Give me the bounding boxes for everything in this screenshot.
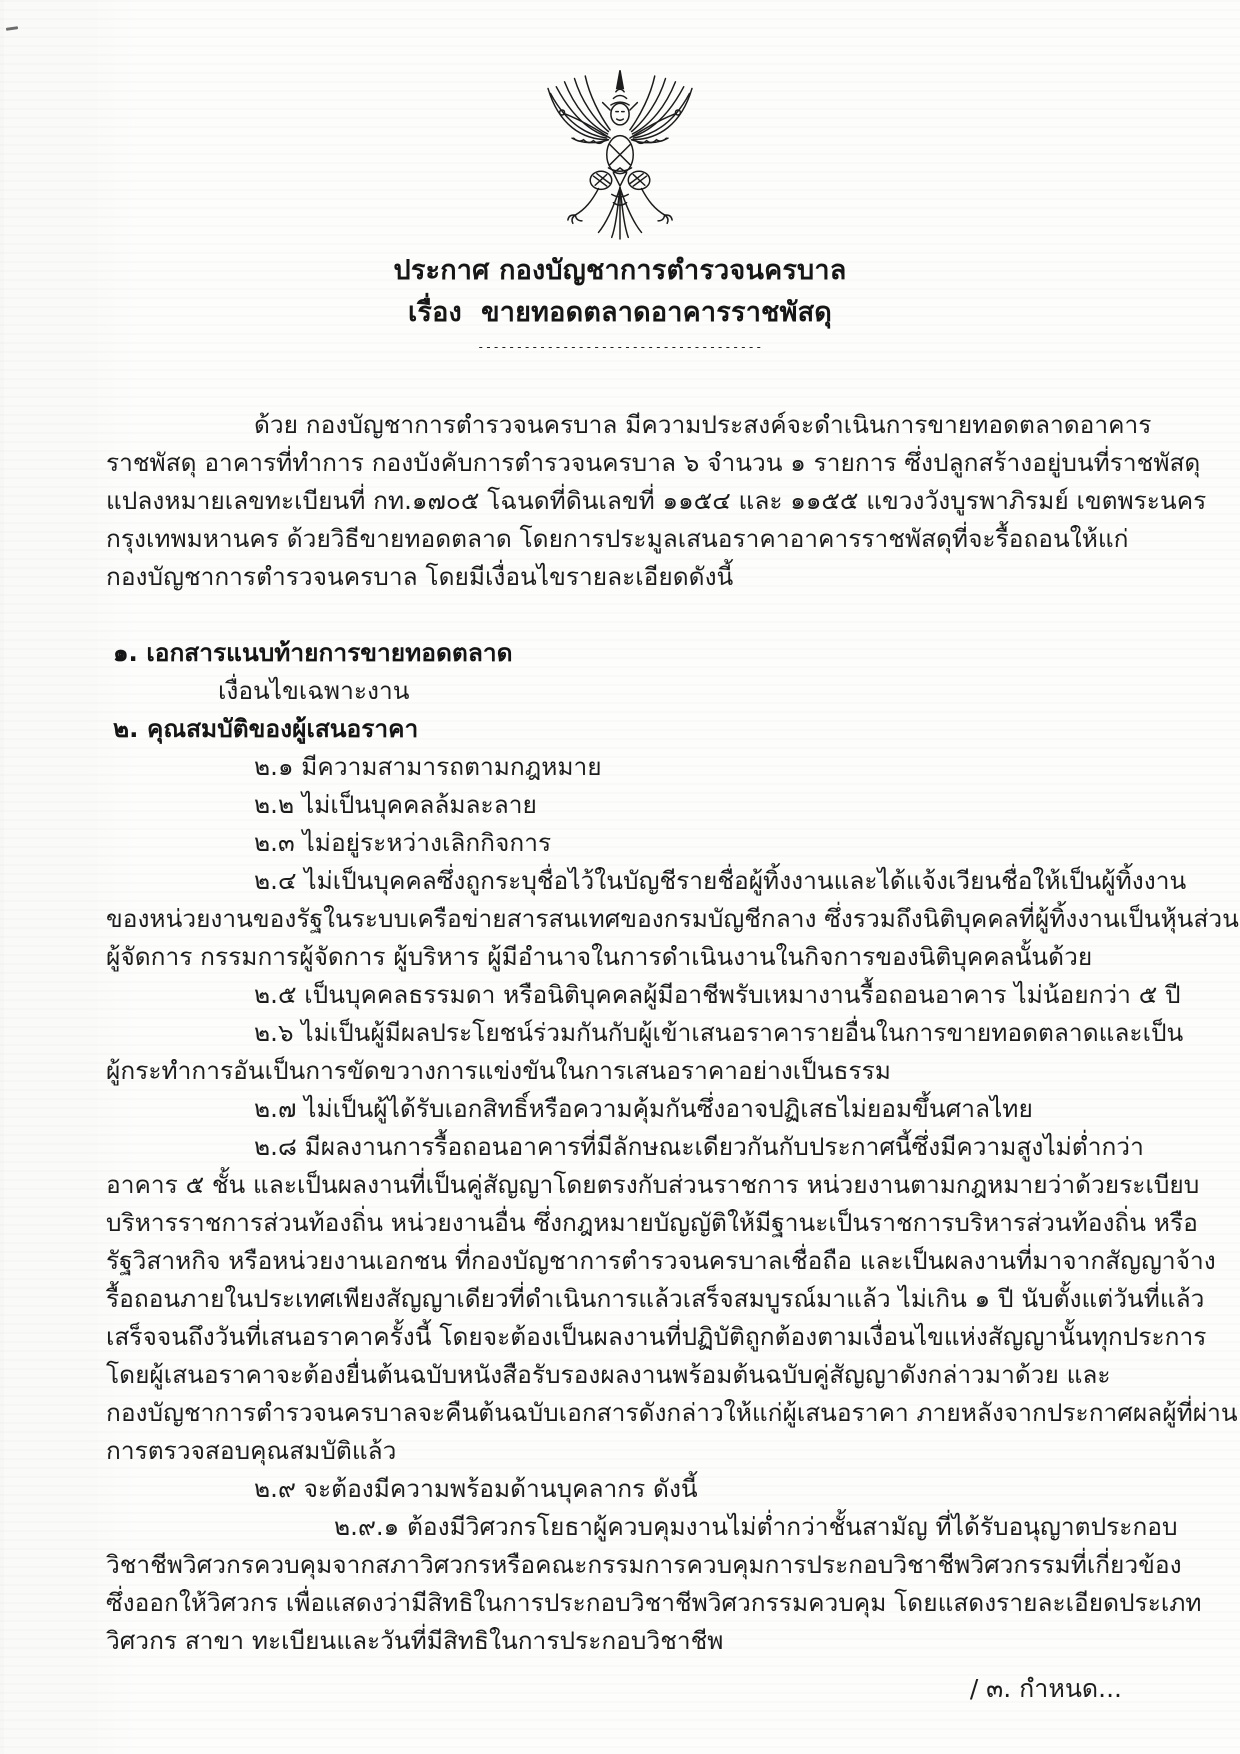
document-line: ๒.๙.๑ ต้องมีวิศวกรโยธาผู้ควบคุมงานไม่ต่ำกว่าชั้นสามัญ ที่ได้รับอนุญาตประกอบ bbox=[334, 1512, 1178, 1541]
continuation-note: / ๓. กำหนด... bbox=[969, 1674, 1122, 1703]
document-line: ซึ่งออกให้วิศวกร เพื่อแสดงว่ามีสิทธิในการประกอบวิชาชีพวิศวกรรมควบคุม โดยแสดงรายละเอียดประเภท bbox=[106, 1588, 1202, 1617]
document-line: ๒.๖ ไม่เป็นผู้มีผลประโยชน์ร่วมกันกับผู้เข้าเสนอราคารายอื่นในการขายทอดตลาดและเป็น bbox=[254, 1018, 1184, 1047]
document-line: ผู้จัดการ กรรมการผู้จัดการ ผู้บริหาร ผู้มีอำนาจในการดำเนินงานในกิจการของนิติบุคคลนั้นด้วย bbox=[106, 942, 1093, 971]
document-line: อาคาร ๕ ชั้น และเป็นผลงานที่เป็นคู่สัญญาโดยตรงกับส่วนราชการ หน่วยงานตามกฎหมายว่าด้วยระเบียบ bbox=[106, 1170, 1200, 1199]
document-line: โดยผู้เสนอราคาจะต้องยื่นต้นฉบับหนังสือรับรองผลงานพร้อมต้นฉบับคู่สัญญาดังกล่าวมาด้วย และ bbox=[106, 1360, 1111, 1389]
document-line: ๑. เอกสารแนบท้ายการขายทอดตลาด bbox=[113, 638, 513, 667]
garuda-emblem-icon bbox=[534, 62, 706, 244]
document-line: แปลงหมายเลขทะเบียนที่ กท.๑๗๐๕ โฉนดที่ดินเลขที่ ๑๑๕๔ และ ๑๑๕๕ แขวงวังบูรพาภิรมย์ เขตพระนคร bbox=[106, 486, 1207, 515]
document-line: กองบัญชาการตำรวจนครบาล โดยมีเงื่อนไขรายละเอียดดังนี้ bbox=[106, 562, 734, 591]
scan-artifact bbox=[6, 26, 18, 31]
document-line: ๒.๘ มีผลงานการรื้อถอนอาคารที่มีลักษณะเดียวกันกับประกาศนี้ซึ่งมีความสูงไม่ต่ำกว่า bbox=[254, 1132, 1144, 1161]
document-line: ผู้กระทำการอันเป็นการขัดขวางการแข่งขันในการเสนอราคาอย่างเป็นธรรม bbox=[106, 1056, 891, 1085]
document-line: ๒.๒ ไม่เป็นบุคคลล้มละลาย bbox=[254, 790, 537, 819]
document-line: ของหน่วยงานของรัฐในระบบเครือข่ายสารสนเทศของกรมบัญชีกลาง ซึ่งรวมถึงนิติบุคคลที่ผู้ทิ้งงานเป็นหุ้นส่วน bbox=[106, 904, 1239, 933]
document-line: ราชพัสดุ อาคารที่ทำการ กองบังคับการตำรวจนครบาล ๖ จำนวน ๑ รายการ ซึ่งปลูกสร้างอยู่บนที่ราชพัสดุ bbox=[106, 448, 1201, 477]
document-line: วิศวกร สาขา ทะเบียนและวันที่มีสิทธิในการประกอบวิชาชีพ bbox=[106, 1626, 724, 1655]
document-line: ๒.๗ ไม่เป็นผู้ได้รับเอกสิทธิ์หรือความคุ้มกันซึ่งอาจปฏิเสธไม่ยอมขึ้นศาลไทย bbox=[254, 1094, 1033, 1123]
document-line: ๒.๑ มีความสามารถตามกฎหมาย bbox=[254, 752, 602, 781]
announcement-title: ประกาศ กองบัญชาการตำรวจนครบาล bbox=[393, 255, 847, 286]
document-line: วิชาชีพวิศวกรควบคุมจากสภาวิศวกรหรือคณะกรรมการควบคุมการประกอบวิชาชีพวิศวกรรมที่เกี่ยวข้อง bbox=[106, 1550, 1182, 1579]
document-line: เสร็จจนถึงวันที่เสนอราคาครั้งนี้ โดยจะต้องเป็นผลงานที่ปฏิบัติถูกต้องตามเงื่อนไขแห่งสัญญานั้นทุกประการ bbox=[106, 1322, 1207, 1351]
document-line: กองบัญชาการตำรวจนครบาลจะคืนต้นฉบับเอกสารดังกล่าวให้แก่ผู้เสนอราคา ภายหลังจากประกาศผลผู้ที่ผ่าน bbox=[106, 1398, 1238, 1427]
document-line: กรุงเทพมหานคร ด้วยวิธีขายทอดตลาด โดยการประมูลเสนอราคาอาคารราชพัสดุที่จะรื้อถอนให้แก่ bbox=[106, 524, 1129, 553]
document-line: ๒.๓ ไม่อยู่ระหว่างเลิกกิจการ bbox=[254, 828, 552, 857]
subject-line: เรื่อง ขายทอดตลาดอาคารราชพัสดุ bbox=[408, 297, 832, 328]
document-line: รัฐวิสาหกิจ หรือหน่วยงานเอกชน ที่กองบัญชาการตำรวจนครบาลเชื่อถือ และเป็นผลงานที่มาจากสัญญาจ้าง bbox=[106, 1246, 1216, 1275]
document-line: รื้อถอนภายในประเทศเพียงสัญญาเดียวที่ดำเนินการแล้วเสร็จสมบูรณ์มาแล้ว ไม่เกิน ๑ ปี นับตั้งแต่วันที่แล้ว bbox=[106, 1284, 1205, 1313]
document-line: ๒.๙ จะต้องมีความพร้อมด้านบุคลากร ดังนี้ bbox=[254, 1474, 698, 1503]
document-line: ด้วย กองบัญชาการตำรวจนครบาล มีความประสงค์จะดำเนินการขายทอดตลาดอาคาร bbox=[254, 410, 1152, 439]
document-line: การตรวจสอบคุณสมบัติแล้ว bbox=[106, 1436, 397, 1465]
document-line: ๒. คุณสมบัติของผู้เสนอราคา bbox=[113, 714, 419, 743]
document-line: บริหารราชการส่วนท้องถิ่น หน่วยงานอื่น ซึ่งกฎหมายบัญญัติให้มีฐานะเป็นราชการบริหารส่วนท้องถิ่น หรือ bbox=[106, 1208, 1198, 1237]
document-line: ๒.๔ ไม่เป็นบุคคลซึ่งถูกระบุชื่อไว้ในบัญชีรายชื่อผู้ทิ้งงานและได้แจ้งเวียนชื่อให้เป็นผู้ทิ้งงาน bbox=[254, 866, 1187, 895]
document-body bbox=[106, 406, 1239, 1660]
document-line: เงื่อนไขเฉพาะงาน bbox=[218, 676, 410, 705]
document-line: ๒.๕ เป็นบุคคลธรรมดา หรือนิติบุคคลผู้มีอาชีพรับเหมางานรื้อถอนอาคาร ไม่น้อยกว่า ๕ ปี bbox=[254, 980, 1181, 1009]
separator-dashes: ------------------------------------- bbox=[477, 340, 763, 354]
